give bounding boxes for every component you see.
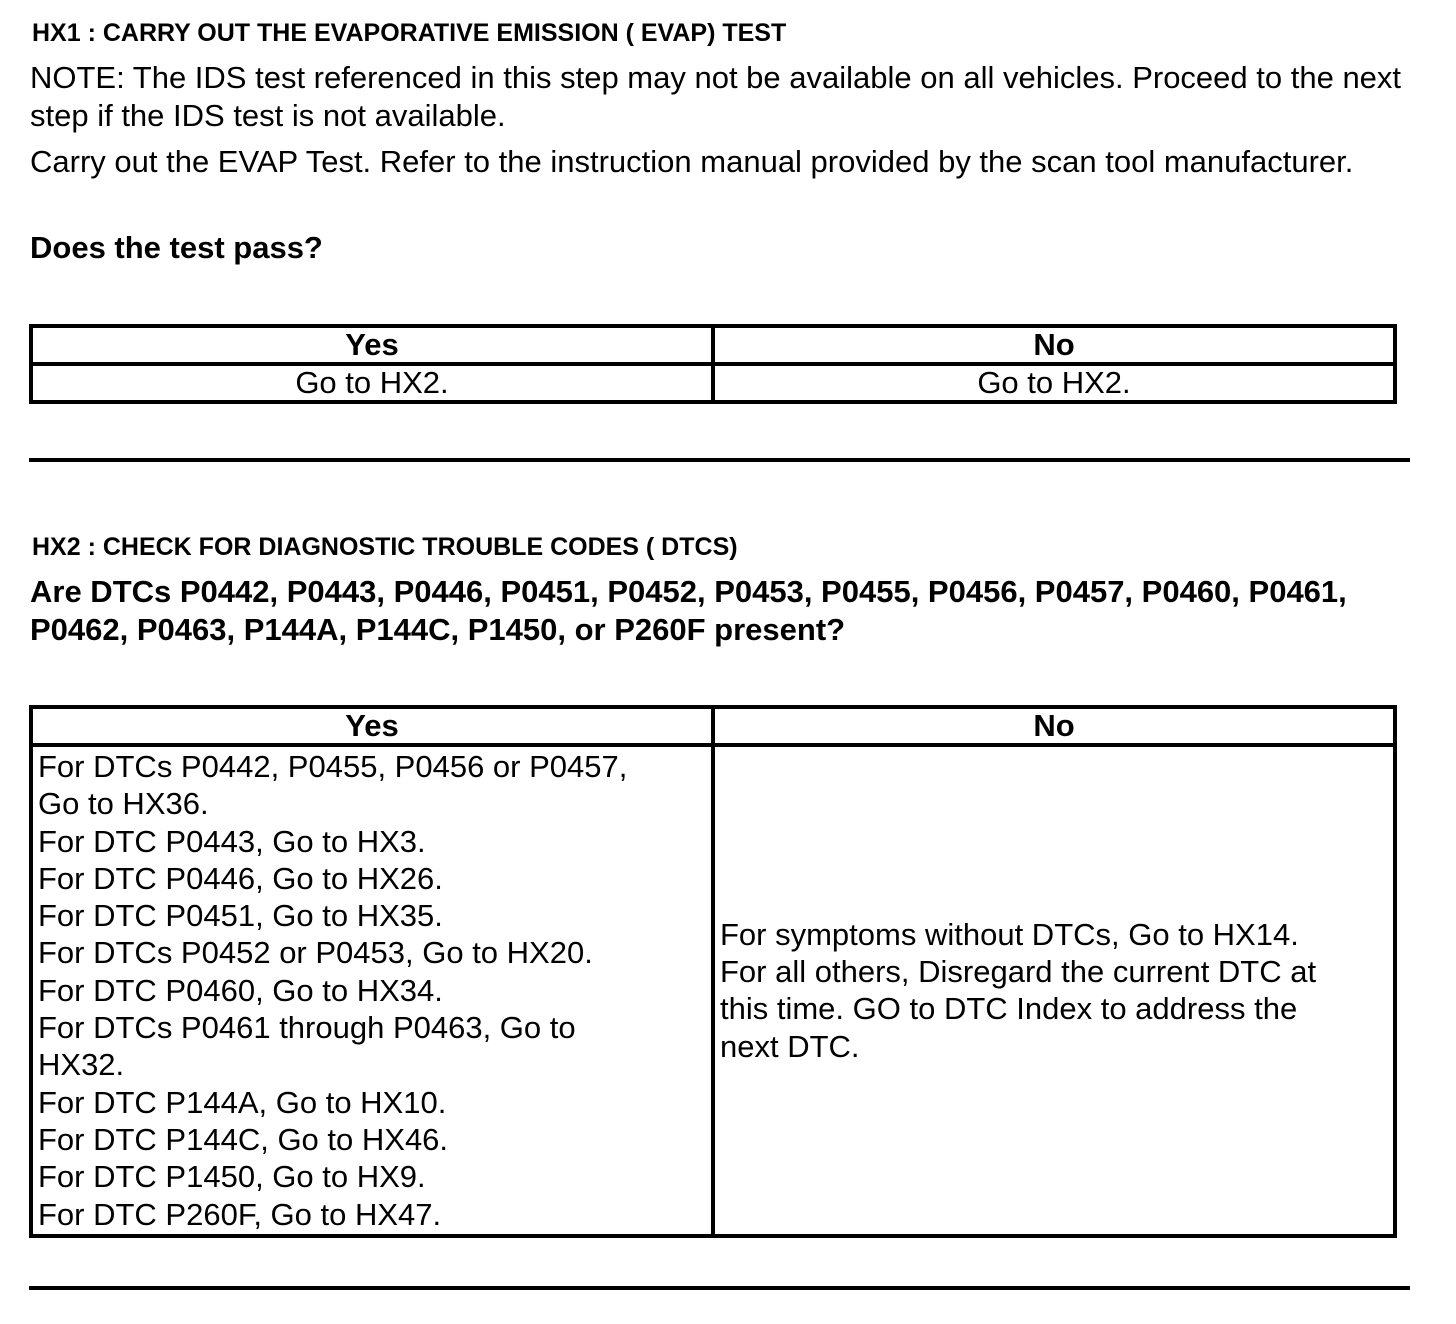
yes-actions <box>31 745 713 1236</box>
hx1-heading: HX1 : CARRY OUT THE EVAPORATIVE EMISSION ( EVAP) TEST <box>32 19 787 47</box>
no-result: Go to HX2. <box>713 364 1395 402</box>
yes-line: For DTCs P0461 through P0463, Go to <box>38 1010 576 1046</box>
no-actions <box>713 745 1395 1236</box>
hx1-result-table <box>29 324 1397 404</box>
yes-line: For DTC P144A, Go to HX10. <box>38 1084 447 1120</box>
no-header: No <box>713 707 1395 745</box>
yes-line: For DTC P0460, Go to HX34. <box>38 972 443 1008</box>
hx1-question: Does the test pass? <box>30 230 323 265</box>
yes-line: For DTCs P0442, P0455, P0456 or P0457, <box>38 749 628 784</box>
hx2-question: Are DTCs P0442, P0443, P0446, P0451, P0452, P0453, P0455, P0456, P0457, P0460, P0461, P0462, P0463, P144A, P144C, P1450, or P260F present? <box>30 574 1347 647</box>
hx1-instruction: Carry out the EVAP Test. Refer to the instruction manual provided by the scan tool manufacturer. <box>30 144 1354 179</box>
section-divider <box>29 1286 1410 1290</box>
yes-line: For DTC P0443, Go to HX3. <box>38 823 426 859</box>
no-header: No <box>713 326 1395 364</box>
yes-line: For DTC P1450, Go to HX9. <box>38 1159 426 1195</box>
yes-line: Go to HX36. <box>38 786 209 822</box>
yes-line: For DTCs P0452 or P0453, Go to HX20. <box>38 935 593 971</box>
hx2-result-table <box>29 705 1397 1238</box>
yes-line: For DTC P144C, Go to HX46. <box>38 1121 449 1157</box>
yes-line: HX32. <box>38 1047 125 1083</box>
section-divider <box>29 458 1410 462</box>
table-header-row <box>31 707 1395 745</box>
yes-result: Go to HX2. <box>31 364 713 402</box>
yes-header: Yes <box>31 707 713 745</box>
yes-header: Yes <box>31 326 713 364</box>
yes-line: For DTC P0446, Go to HX26. <box>38 860 443 896</box>
yes-line: For DTC P260F, Go to HX47. <box>38 1196 442 1232</box>
hx2-heading: HX2 : CHECK FOR DIAGNOSTIC TROUBLE CODES ( DTCS) <box>32 533 738 561</box>
table-row <box>31 364 1395 402</box>
hx1-note: NOTE: The IDS test referenced in this step may not be available on all vehicles. Proceed to the next step if the IDS test is not available. <box>30 60 1402 133</box>
no-line: For symptoms without DTCs, Go to HX14. <box>720 916 1299 952</box>
table-header-row <box>31 326 1395 364</box>
no-line: For all others, Disregard the current DTC at <box>720 954 1317 990</box>
no-line: this time. GO to DTC Index to address the <box>720 991 1298 1027</box>
table-row <box>31 745 1395 1236</box>
no-line: next DTC. <box>720 1028 860 1064</box>
yes-line: For DTC P0451, Go to HX35. <box>38 898 443 934</box>
